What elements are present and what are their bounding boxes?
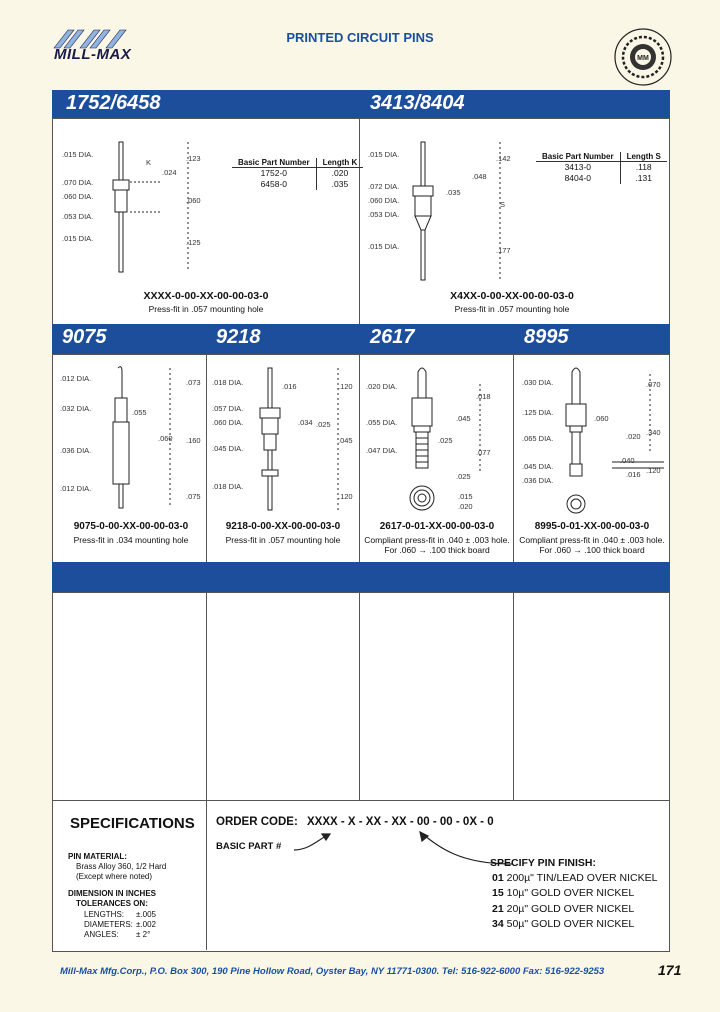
dim-label: .025 <box>316 420 331 429</box>
tolerance-name: DIAMETERS: <box>84 920 133 929</box>
dim-label: .053 DIA. <box>368 210 400 219</box>
finish-option <box>492 918 634 930</box>
divider <box>513 354 514 562</box>
dim-label: .072 DIA. <box>368 182 400 191</box>
finish-code: 34 <box>492 918 504 930</box>
dim-label: .057 DIA. <box>212 404 244 413</box>
dim-label: .070 <box>646 380 661 389</box>
dim-label: .018 <box>476 392 491 401</box>
table-cell: 8404-0 <box>564 173 592 183</box>
dim-label: .030 DIA. <box>522 378 554 387</box>
pin-drawing-9075 <box>100 364 190 514</box>
order-code-8995: 8995-0-01-XX-00-00-03-0 <box>534 521 650 532</box>
dim-label: .142 <box>496 154 511 163</box>
dim-label: .036 DIA. <box>60 446 92 455</box>
bottom-section-band <box>52 562 670 592</box>
section-title-9075: 9075 <box>62 326 107 348</box>
dim-label: .060 <box>594 414 609 423</box>
part-table-3413 <box>536 152 667 184</box>
dim-label: .055 <box>132 408 147 417</box>
tolerance-value: ±.002 <box>136 920 156 929</box>
finish-desc: 20µ" GOLD OVER NICKEL <box>506 903 635 915</box>
dim-label: .015 DIA. <box>368 242 400 251</box>
table-cell: .035 <box>316 179 363 190</box>
tolerance-label: TOLERANCES ON: <box>76 899 148 908</box>
divider <box>206 354 207 562</box>
tolerance-name: LENGTHS: <box>84 910 125 919</box>
dim-label: .018 DIA. <box>212 378 244 387</box>
page-number: 171 <box>658 962 682 978</box>
dim-label: K <box>146 158 152 167</box>
dim-label: .015 DIA. <box>62 234 94 243</box>
note-1752: Press-fit in .057 mounting hole <box>148 304 264 314</box>
mill-max-logo <box>40 28 160 72</box>
dim-label: .034 <box>298 418 313 427</box>
section-title-3413: 3413/8404 <box>370 92 465 114</box>
top-section-band <box>52 90 670 118</box>
bottom-section-frame <box>52 592 670 802</box>
basic-part-label: BASIC PART # <box>216 841 282 852</box>
order-code-9075: 9075-0-00-XX-00-00-03-0 <box>73 521 189 532</box>
dim-label: .120 <box>338 492 353 501</box>
dim-label: .177 <box>496 246 511 255</box>
pin-material-label: PIN MATERIAL: <box>68 852 127 861</box>
pin-material-note: (Except where noted) <box>76 872 153 881</box>
table-header: Length K <box>316 158 363 168</box>
order-code-line <box>216 816 494 828</box>
section-title-1752: 1752/6458 <box>66 92 161 114</box>
table-header: Length S <box>620 152 667 162</box>
table-header: Basic Part Number <box>232 158 316 168</box>
table-cell: .020 <box>316 168 363 180</box>
section-title-9218: 9218 <box>216 326 261 348</box>
table-cell: 1752-0 <box>260 168 288 178</box>
finish-option <box>492 872 657 884</box>
order-code-value: XXXX - X - XX - XX - 00 - 00 - 0X - 0 <box>306 816 494 828</box>
table-cell: 3413-0 <box>564 162 592 172</box>
pin-material-value: Brass Alloy 360, 1/2 Hard <box>76 862 167 871</box>
finish-code: 15 <box>492 887 504 899</box>
dim-label: .053 DIA. <box>62 212 94 221</box>
footer-address: Mill-Max Mfg.Corp., P.O. Box 300, 190 Pine Hollow Road, Oyster Bay, NY 11771-0300. Tel: 516-922-6000 Fax: 516-922-9253 <box>60 966 605 977</box>
dim-label: .016 <box>282 382 297 391</box>
dim-label: .025 <box>438 436 453 445</box>
dim-label: .160 <box>186 436 201 445</box>
dim-label: .012 DIA. <box>60 374 92 383</box>
tolerance-value: ±.005 <box>136 910 156 919</box>
section-title-8995: 8995 <box>524 326 569 348</box>
dim-label: .040 <box>620 456 635 465</box>
dim-label: .123 <box>186 154 201 163</box>
divider <box>359 354 360 562</box>
dim-label: .025 <box>456 472 471 481</box>
dim-label: .120 <box>338 382 353 391</box>
dimension-label: DIMENSION IN INCHES <box>68 889 157 898</box>
table-header: Basic Part Number <box>536 152 620 162</box>
dim-label: .077 <box>476 448 491 457</box>
divider <box>513 592 514 800</box>
dim-label: .045 <box>338 436 353 445</box>
section-title-2617: 2617 <box>370 326 415 348</box>
dim-label: .060 DIA. <box>62 192 94 201</box>
finish-desc: 10µ" GOLD OVER NICKEL <box>506 887 635 899</box>
finish-desc: 200µ" TIN/LEAD OVER NICKEL <box>506 872 658 884</box>
pin-drawing-9218 <box>250 364 350 514</box>
pin-drawing-2617 <box>400 364 510 516</box>
dim-label: .020 <box>458 502 473 511</box>
note-9218: Press-fit in .057 mounting hole <box>225 535 341 545</box>
dim-label: .020 DIA. <box>366 382 398 391</box>
table-row <box>232 168 363 180</box>
dim-label: .036 DIA. <box>522 476 554 485</box>
order-code-3413: X4XX-0-00-XX-00-00-03-0 <box>450 290 574 302</box>
page-title: PRINTED CIRCUIT PINS <box>286 30 434 45</box>
divider <box>206 592 207 800</box>
note-2617: Compliant press-fit in .040 ± .003 hole. For .060 → .100 thick board <box>364 535 510 555</box>
finish-desc: 50µ" GOLD OVER NICKEL <box>506 918 635 930</box>
middle-section-band <box>52 324 670 354</box>
logo-text: MILL-MAX <box>54 46 132 63</box>
dim-label: .015 <box>458 492 473 501</box>
tolerance-name: ANGLES: <box>84 930 119 939</box>
quality-seal-icon <box>612 26 674 88</box>
table-row <box>232 179 363 190</box>
dim-label: .024 <box>162 168 177 177</box>
dim-label: .075 <box>186 492 201 501</box>
dim-label: .340 <box>646 428 661 437</box>
dim-label: .125 <box>186 238 201 247</box>
note-3413: Press-fit in .057 mounting hole <box>454 304 570 314</box>
dim-label: .120 <box>646 466 661 475</box>
dim-label: .060 DIA. <box>368 196 400 205</box>
tolerance-value: ± 2° <box>136 930 151 939</box>
dim-label: .045 <box>456 414 471 423</box>
dim-label: .065 DIA. <box>522 434 554 443</box>
note-9075: Press-fit in .034 mounting hole <box>73 535 189 545</box>
part-table-1752 <box>232 158 363 190</box>
order-code-1752: XXXX-0-00-XX-00-00-03-0 <box>143 290 269 302</box>
note-8995: Compliant press-fit in .040 ± .003 hole. For .060 → .100 thick board <box>519 535 665 555</box>
table-cell: .131 <box>620 173 667 184</box>
dim-label: .020 <box>626 432 641 441</box>
dim-label: .018 DIA. <box>212 482 244 491</box>
svg-text:MM: MM <box>637 55 649 62</box>
table-row <box>536 173 667 184</box>
finish-code: 21 <box>492 903 504 915</box>
table-cell: 6458-0 <box>260 179 288 189</box>
divider <box>359 118 360 324</box>
dim-label: .055 DIA. <box>366 418 398 427</box>
dim-label: .032 DIA. <box>60 404 92 413</box>
divider <box>206 800 207 950</box>
table-row <box>536 162 667 174</box>
finish-option <box>492 903 634 915</box>
order-code-9218: 9218-0-00-XX-00-00-03-0 <box>225 521 341 532</box>
dim-label: .035 <box>446 188 461 197</box>
finish-code: 01 <box>492 872 504 884</box>
dim-label: .045 DIA. <box>212 444 244 453</box>
dim-label: .015 DIA. <box>62 150 94 159</box>
finish-option <box>492 887 634 899</box>
dim-label: .012 DIA. <box>60 484 92 493</box>
dim-label: .060 <box>158 434 173 443</box>
divider <box>359 592 360 800</box>
dim-label: .060 DIA. <box>212 418 244 427</box>
dim-label: .047 DIA. <box>366 446 398 455</box>
order-code-label: ORDER CODE: <box>216 816 298 828</box>
dim-label: .015 DIA. <box>368 150 400 159</box>
dim-label: .070 DIA. <box>62 178 94 187</box>
dim-label: .125 DIA. <box>522 408 554 417</box>
table-cell: .118 <box>620 162 667 174</box>
finish-title: SPECIFY PIN FINISH: <box>490 857 596 869</box>
dim-label: S <box>500 200 506 209</box>
dim-label: .060 <box>186 196 201 205</box>
dim-label: .073 <box>186 378 201 387</box>
order-code-2617: 2617-0-01-XX-00-00-03-0 <box>379 521 495 532</box>
dim-label: .016 <box>626 470 641 479</box>
specifications-title: SPECIFICATIONS <box>70 815 195 832</box>
dim-label: .045 DIA. <box>522 462 554 471</box>
dim-label: .048 <box>472 172 487 181</box>
